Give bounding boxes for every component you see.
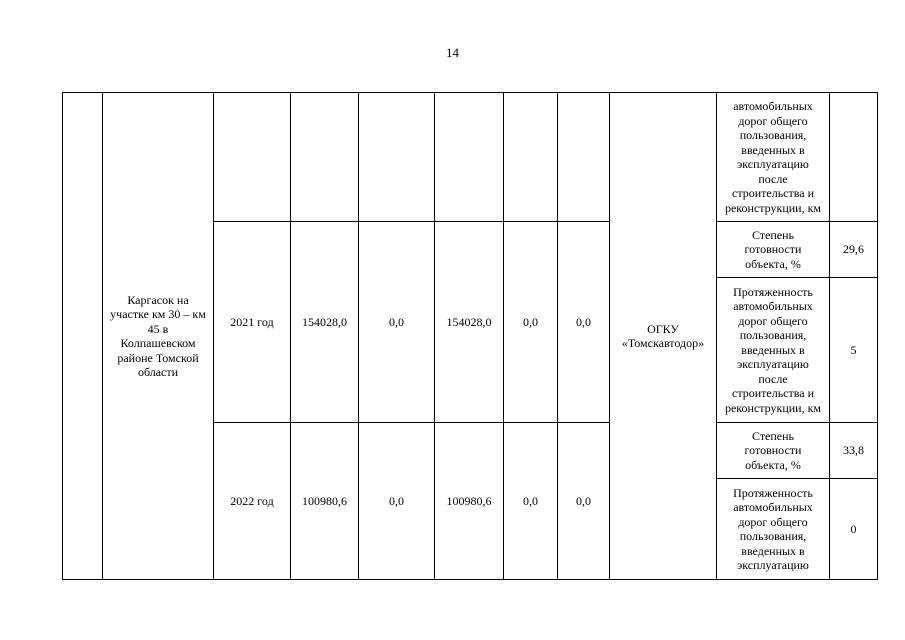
empty-cell <box>359 93 435 222</box>
indicator-name-cell: Протяженность автомобильных дорог общего пользования, введенных в эксплуатацию после строительства и реконструкции, км <box>717 278 830 423</box>
other-funding-cell: 0,0 <box>558 222 610 423</box>
indicator-value-cell: 0 <box>830 479 878 580</box>
year-cell: 2022 год <box>214 423 291 580</box>
other-funding-cell: 0,0 <box>558 423 610 580</box>
year-cell: 2021 год <box>214 222 291 423</box>
total-funding-cell: 154028,0 <box>291 222 359 423</box>
object-name-cell: Каргасок на участке км 30 – км 45 в Колпашевском районе Томской области <box>103 93 214 580</box>
empty-cell <box>214 93 291 222</box>
indicator-name-cell: Степень готовности объекта, % <box>717 222 830 278</box>
indicator-value-cell: 5 <box>830 278 878 423</box>
row-number-cell <box>63 93 103 580</box>
program-table <box>62 92 878 580</box>
empty-cell <box>291 93 359 222</box>
local-funding-cell: 0,0 <box>504 222 558 423</box>
federal-funding-cell: 0,0 <box>359 222 435 423</box>
empty-cell <box>435 93 504 222</box>
total-funding-cell: 100980,6 <box>291 423 359 580</box>
empty-cell <box>504 93 558 222</box>
indicator-value-cell: 29,6 <box>830 222 878 278</box>
local-funding-cell: 0,0 <box>504 423 558 580</box>
indicator-name-cell: Протяженность автомобильных дорог общего пользования, введенных в эксплуатацию <box>717 479 830 580</box>
page-number: 14 <box>446 45 459 60</box>
executor-cell: ОГКУ «Томскавтодор» <box>610 93 717 580</box>
regional-funding-cell: 154028,0 <box>435 222 504 423</box>
indicator-name-cell: Степень готовности объекта, % <box>717 423 830 479</box>
table-row-continuation <box>63 93 878 222</box>
empty-cell <box>558 93 610 222</box>
regional-funding-cell: 100980,6 <box>435 423 504 580</box>
federal-funding-cell: 0,0 <box>359 423 435 580</box>
indicator-value-cell: 33,8 <box>830 423 878 479</box>
indicator-value-cell <box>830 93 878 222</box>
indicator-name-cell: автомобильных дорог общего пользования, введенных в эксплуатацию после строительства и реконструкции, км <box>717 93 830 222</box>
